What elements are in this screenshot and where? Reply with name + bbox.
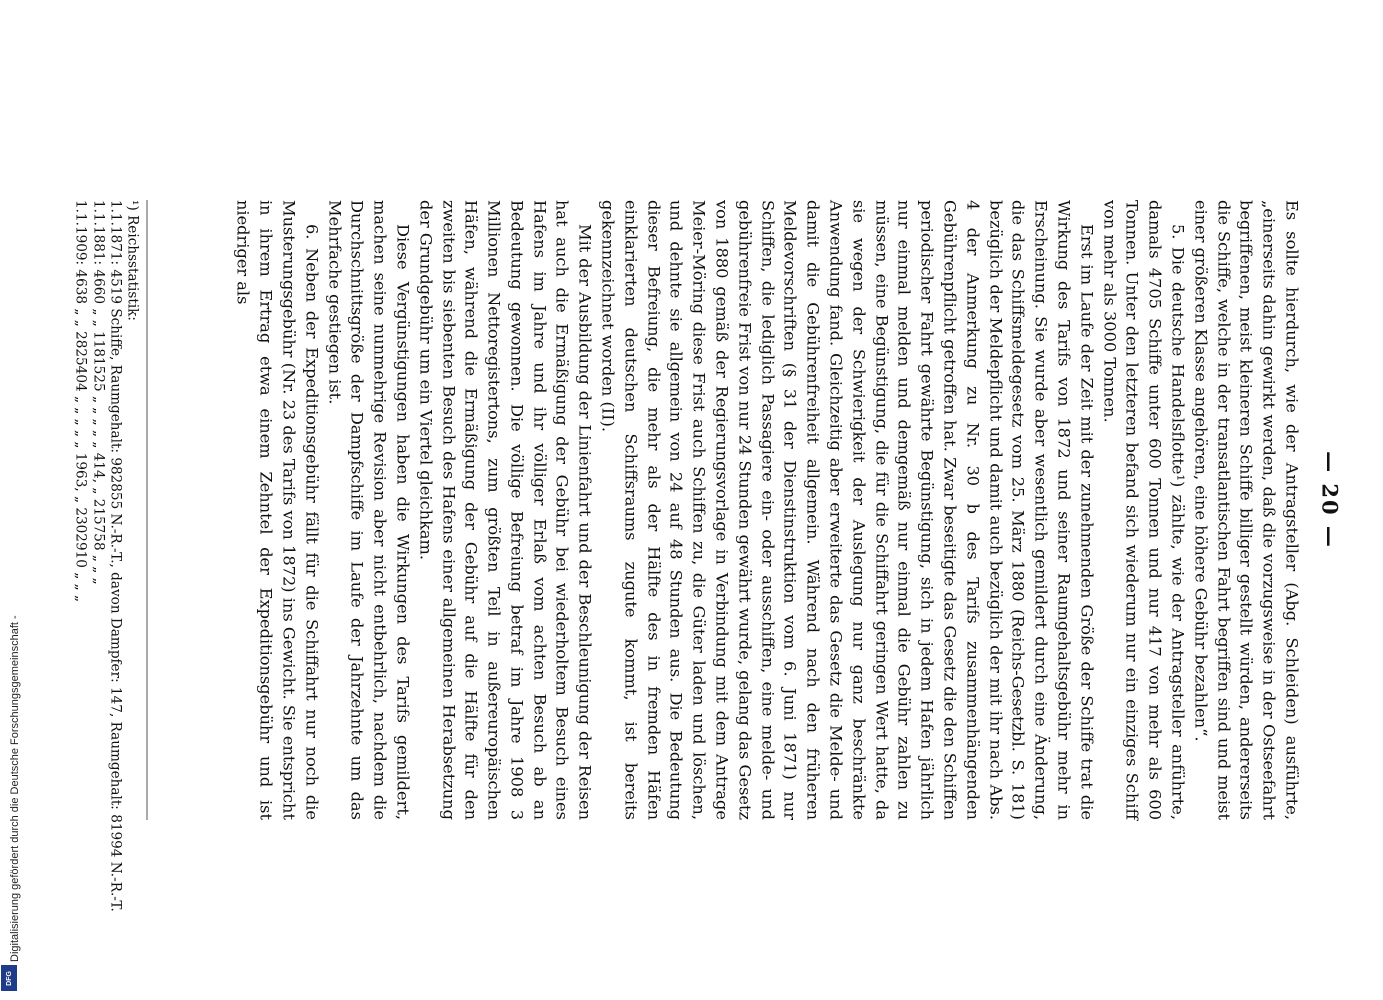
footnote-row: 1.1.1881: 4660 „ „ 1181525 „ „ „ „ „ 414, „ 215758 „ „ „: [90, 200, 107, 585]
paragraph: Mit der Ausbildung der Linienfahrt und der Beschleunigung der Reisen hat auch die Ermäßigung der Gebühr bei wiederholtem Besuch eines Hafens im Jahre und ihr völliger Erlaß vom achten Besuch ab an Bedeutung gewonnen. Die völlige Befreiung betraf im Jahre 1908 3 Millionen Nettoregistertons, zum größten Teil in außereuropäischen Häfen, während die Ermäßigung der Gebühr auf die Hälfte für den zweiten bis siebenten Besuch des Hafens einer allgemeinen Herabsetzung der Grundgebühr um ein Viertel gleichkam.: [416, 200, 595, 820]
paragraph: 5. Die deutsche Handelsflotte¹) zählte, wie der Antragsteller anführte, damals 4705 Schiffe unter 600 Tonnen und nur 417 von mehr als 600 Tonnen. Unter den letzteren befand sich wiederum nur ein einziges Schiff von mehr als 3000 Tonnen.: [1100, 200, 1188, 820]
paragraph: Es sollte hierdurch, wie der Antragsteller (Abg. Schleiden) ausführte, „einerseits dahin gewirkt werden, daß die vorzugsweise in der Ostseefahrt begriffenen, meist kleineren Schiffe billiger gestellt würden, andererseits die Schiffe, welche in der transatlantischen Fahrt begriffen sind und meist einer größeren Klasse angehören, eine höhere Gebühr bezahlen“.: [1191, 200, 1302, 820]
footnote: [72, 200, 141, 912]
page-number: — 20 —: [1317, 451, 1343, 549]
paragraph: Erst im Laufe der Zeit mit der zunehmenden Größe der Schiffe trat die Wirkung des Tarifs von 1872 und seiner Raumgehaltsgebühr mehr in Erscheinung. Sie wurde aber wesentlich gemildert durch eine Änderung, die das Schiffsmeldegesetz vom 25. März 1880 (Reichs-Gesetzbl. S. 181) bezüglich der Meldepflicht und damit auch bezüglich der mit ihr nach Abs. 4 der Anmerkung zu Nr. 30 b des Tarifs zusammenhängenden Gebührenpflicht getroffen hat. Zwar beseitigte das Gesetz die den Schiffen periodischer Fahrt gewährte Begünstigung, sich in jedem Hafen jährlich nur einmal melden und demgemäß nur einmal die Gebühr zahlen zu müssen, eine Begünstigung, die für die Schiffahrt geringen Wert hatte, da sie wegen der Schwierigkeit der Auslegung nur ganz beschränkte Anwendung fand. Gleichzeitig aber erweiterte das Gesetz die Melde- und damit die Gebührenfreiheit allgemein. Während nach den früheren Meldevorschriften (§ 31 der Dienstinstruktion vom 6. Juni 1871) nur Schiffen, die lediglich Passagiere ein- oder ausschiffen, eine melde- und gebührenfreie Frist von nur 24 Stunden gewährt wurde, gelang das Gesetz von 1880 gemäß der Regierungsvorlage in Verbindung mit dem Antrage Meier-Möring diese Frist auch Schiffen zu, die Güter laden und löschen, und dehnte sie allgemein von 24 auf 48 Stunden aus. Die Bedeutung dieser Befreiung, die mehr als der Hälfte des in fremden Häfen einklarierten deutschen Schiffsraums zugute kommt, ist bereits gekennzeichnet worden (II).: [598, 200, 1097, 820]
paragraph: 6. Neben der Expeditionsgebühr fällt für die Schiffahrt nur noch die Musterungsgebühr (Nr. 23 des Tarifs von 1872) ins Gewicht. Sie entspricht in ihrem Ertrag etwa einem Zehntel der Expeditionsgebühr und ist niedriger als: [233, 200, 322, 820]
paragraph: Diese Vergünstigungen haben die Wirkungen des Tarifs gemildert, machen seine nunmehrige Revision aber nicht entbehrlich, nachdem die Durchschnittsgröße der Dampfschiffe im Laufe der Jahrzehnte um das Mehrfache gestiegen ist.: [325, 200, 413, 820]
document-body: [231, 200, 1302, 820]
footnote-label: ¹) Reichsstatistik:: [124, 200, 141, 322]
footnote-row: 1.1.1871: 4519 Schiffe, Raumgehalt: 982855 N.-R.-T., davon Dampfer: 147, Raumgehalt: 81994 N.-R.-T.: [107, 200, 124, 912]
digitization-margin: [0, 0, 21, 1000]
footnote-row: 1.1.1909: 4638 „ „ 2825404 „ „ „ „ „ 1963, „ 2302910 „ „ „: [72, 200, 89, 602]
footnote-divider: [147, 200, 148, 820]
dfg-logo-text: DFG: [5, 970, 13, 986]
dfg-logo: [1, 965, 17, 991]
digitization-credit: Digitalisierung gefördert durch die Deutsche Forschungsgemeinschaft -: [9, 615, 21, 962]
